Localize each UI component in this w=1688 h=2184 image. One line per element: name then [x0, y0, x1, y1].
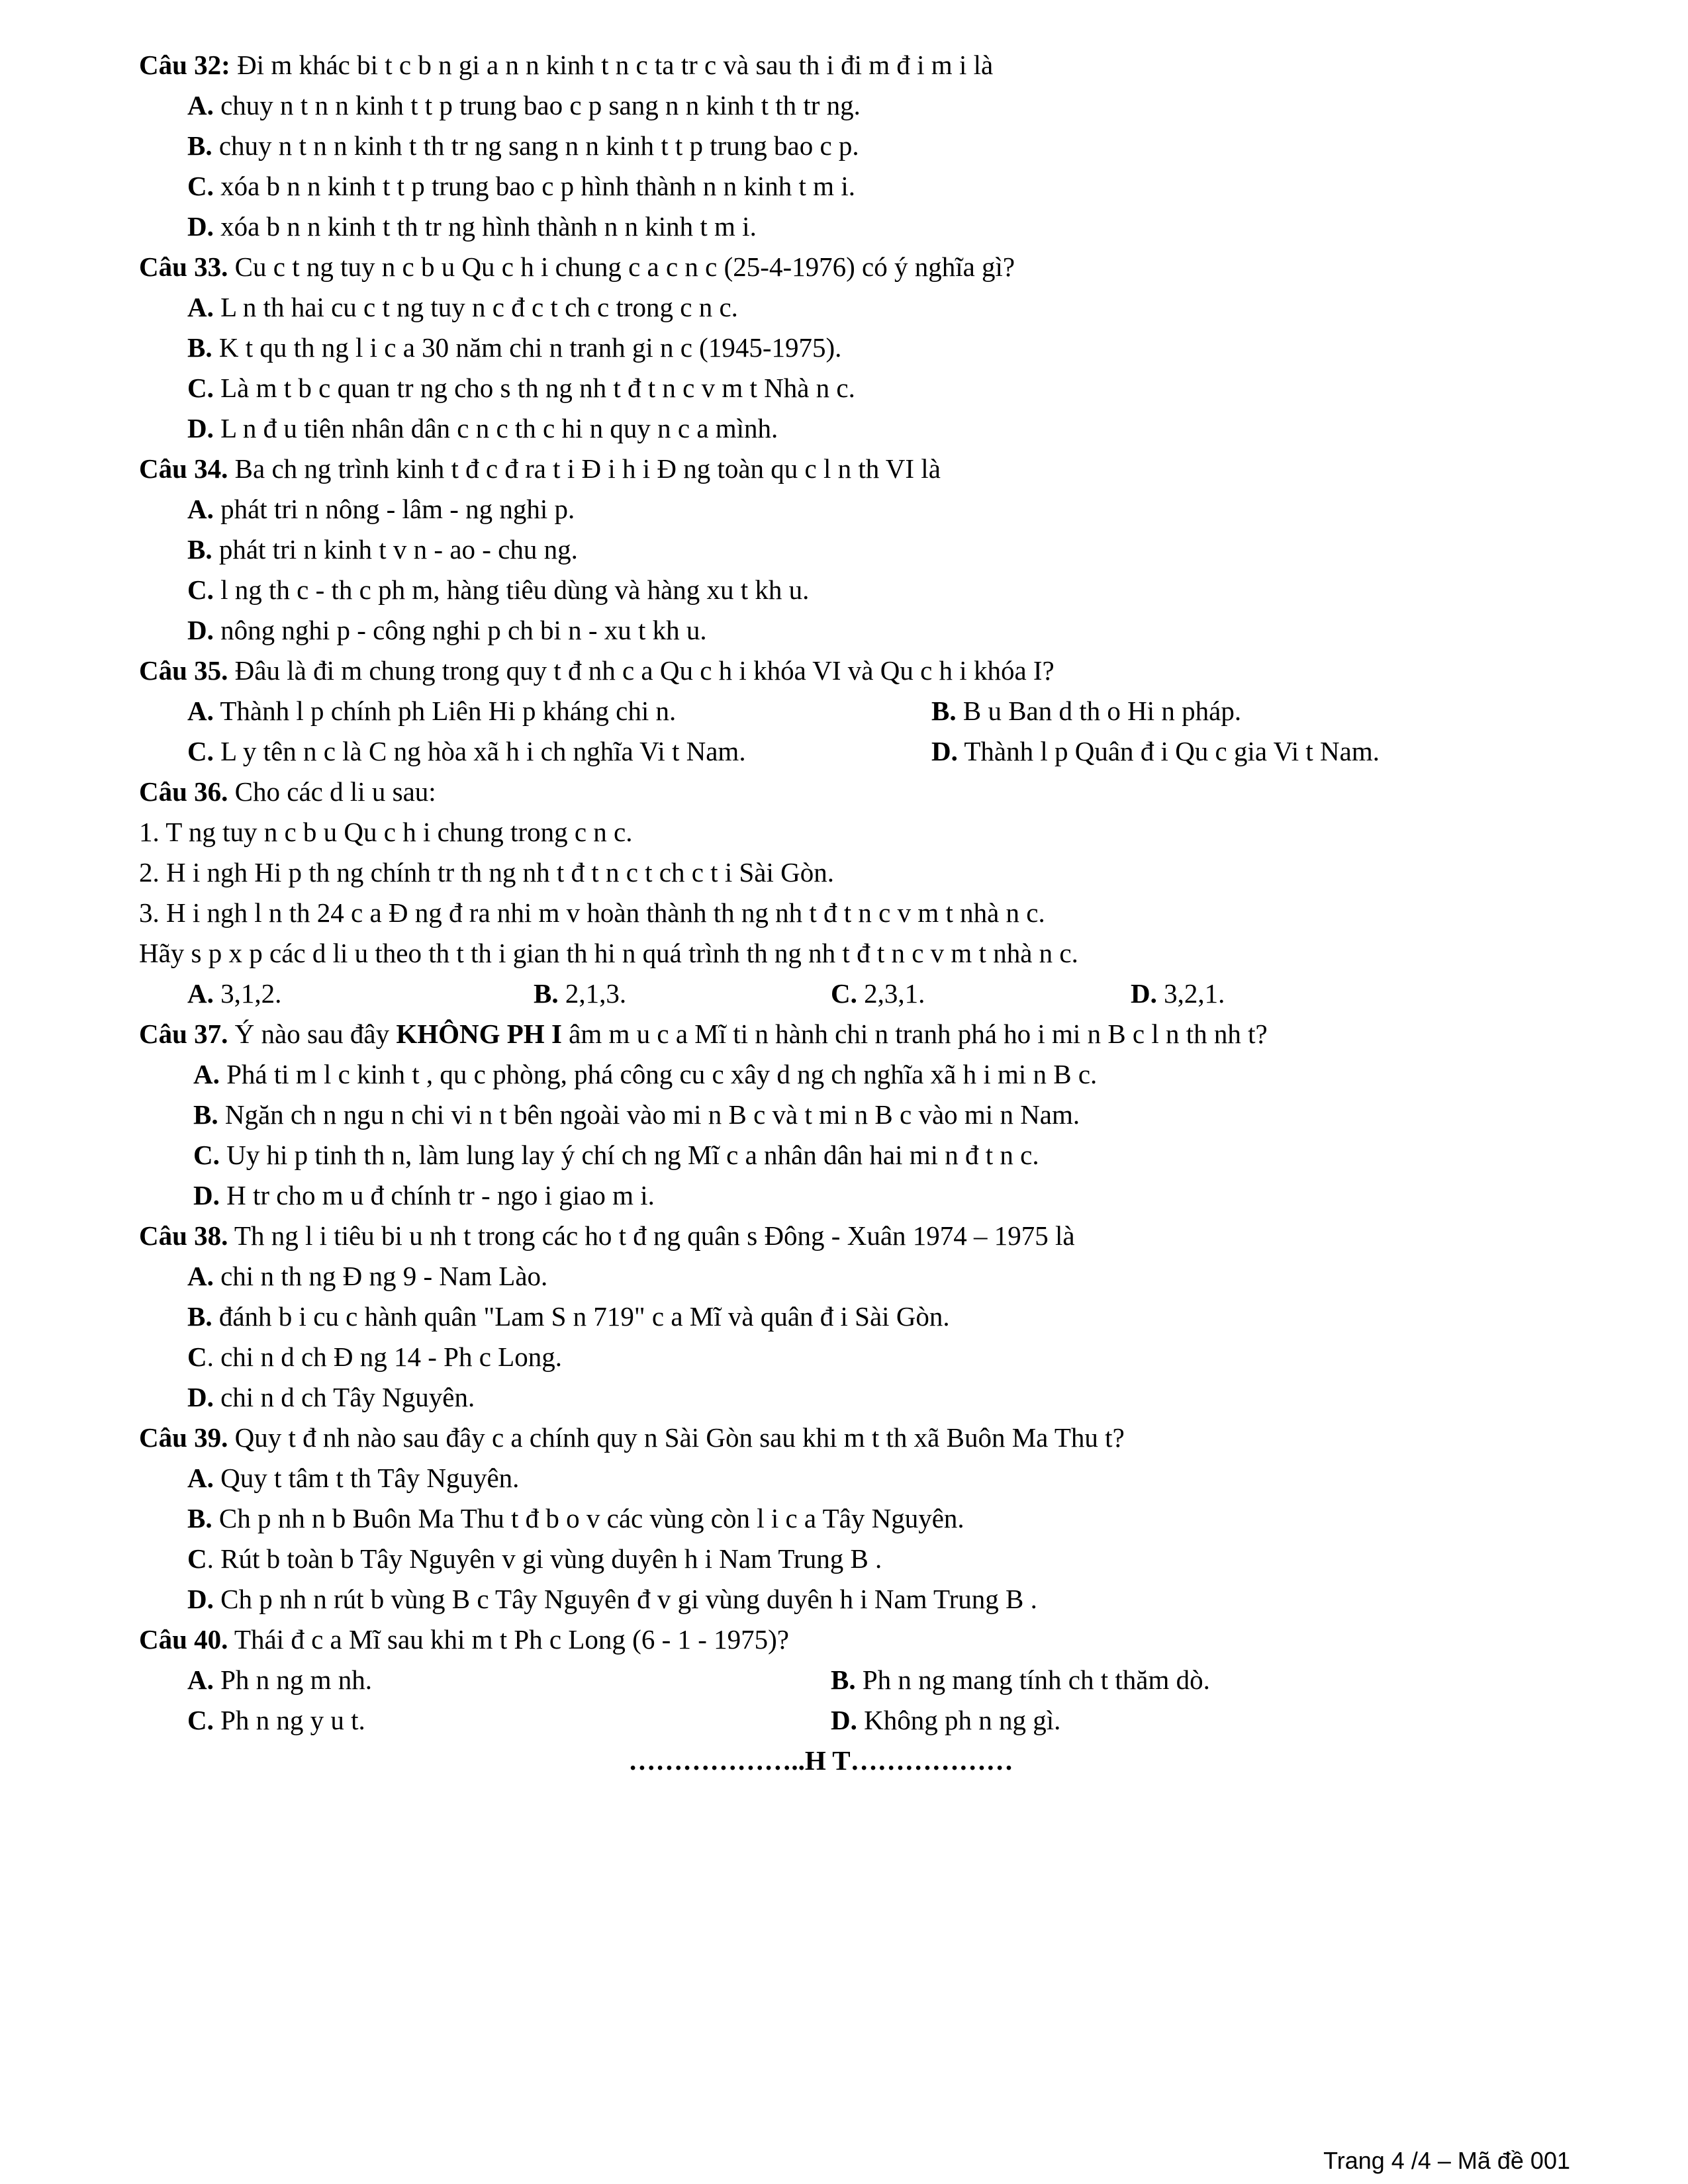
option-label: D.: [187, 211, 214, 242]
option-text: nông nghi p - công nghi p ch bi n - xu t kh u.: [213, 615, 707, 645]
option-label: C.: [187, 574, 214, 605]
option-33-a: [139, 287, 1556, 328]
option-34-c: [139, 570, 1556, 610]
option-label: A.: [187, 494, 214, 524]
option-label: A.: [187, 292, 214, 322]
option-row-35-ab: [139, 691, 1556, 731]
option-text: B u Ban d th o Hi n pháp.: [956, 696, 1242, 726]
data-item-2: 2. H i ngh Hi p th ng chính tr th ng nh t đ t n c t ch c t i Sài Gòn.: [139, 857, 834, 887]
option-39-b: [139, 1498, 1556, 1539]
option-38-b: [139, 1297, 1556, 1337]
question-32: [139, 45, 1556, 85]
question-label: Câu 39.: [139, 1422, 228, 1453]
option-text: Quy t tâm t th Tây Nguyên.: [213, 1463, 520, 1493]
question-37: [139, 1014, 1556, 1054]
question-38: [139, 1216, 1556, 1256]
option-text: Phá ti m l c kinh t , qu c phòng, phá công cu c xây d ng ch nghĩa xã h i mi n B c.: [219, 1059, 1098, 1089]
option-40-c: [187, 1700, 365, 1741]
option-label: A.: [187, 1664, 214, 1695]
question-stem: Cu c t ng tuy n c b u Qu c h i chung c a c n c (25-4-1976) có ý nghĩa gì?: [228, 251, 1015, 282]
option-text: L n th hai cu c t ng tuy n c đ c t ch c trong c n c.: [213, 292, 738, 322]
question-40: [139, 1619, 1556, 1660]
option-text: Không ph n ng gì.: [857, 1705, 1061, 1735]
option-label: C.: [831, 978, 857, 1009]
option-40-a: [187, 1660, 372, 1700]
option-text: đánh b i cu c hành quân "Lam S n 719" c a Mĩ và quân đ i Sài Gòn.: [212, 1301, 950, 1332]
option-32-d: [139, 206, 1556, 247]
question-35: [139, 651, 1556, 691]
option-label: C: [187, 1543, 207, 1574]
option-33-d: [139, 408, 1556, 449]
page-footer: Trang 4 /4 – Mã đề 001: [1323, 2147, 1570, 2174]
option-37-a: [139, 1054, 1556, 1095]
option-39-c: [139, 1539, 1556, 1579]
option-32-c: [139, 166, 1556, 206]
option-text: K t qu th ng l i c a 30 năm chi n tranh gi n c (1945-1975).: [212, 332, 842, 363]
option-label: D.: [187, 413, 214, 443]
question-34: [139, 449, 1556, 489]
option-text: phát tri n nông - lâm - ng nghi p.: [213, 494, 575, 524]
option-38-a: [139, 1256, 1556, 1297]
option-35-d: [931, 731, 1380, 772]
option-33-b: [139, 328, 1556, 368]
option-label: D.: [1131, 978, 1157, 1009]
option-label: D.: [931, 736, 958, 766]
option-label: B.: [187, 534, 212, 565]
option-text: chi n d ch Tây Nguyên.: [213, 1382, 475, 1412]
option-label: C.: [187, 736, 214, 766]
option-label: B.: [831, 1664, 856, 1695]
option-text: 3,1,2.: [213, 978, 282, 1009]
option-text: xóa b n n kinh t th tr ng hình thành n n kinh t m i.: [213, 211, 757, 242]
question-label: Câu 36.: [139, 776, 228, 807]
option-label: C: [187, 1342, 207, 1372]
option-35-a: [187, 691, 676, 731]
option-36-c: [831, 974, 925, 1014]
option-text: 2,3,1.: [857, 978, 925, 1009]
question-stem-emphasis: KHÔNG PH I: [396, 1019, 562, 1049]
option-label: A.: [187, 1463, 214, 1493]
question-stem-before: Ý nào sau đây: [228, 1019, 397, 1049]
option-label: B.: [193, 1099, 218, 1130]
option-text: chuy n t n n kinh t th tr ng sang n n kinh t t p trung bao c p.: [212, 130, 859, 161]
question-label: Câu 33.: [139, 251, 228, 282]
option-text: Uy hi p tinh th n, làm lung lay ý chí ch ng Mĩ c a nhân dân hai mi n đ t n c.: [219, 1140, 1039, 1170]
question-stem: Quy t đ nh nào sau đây c a chính quy n Sài Gòn sau khi m t th xã Buôn Ma Thu t?: [228, 1422, 1125, 1453]
option-label: C.: [187, 1705, 214, 1735]
option-label: B.: [187, 130, 212, 161]
option-text: Ngăn ch n ngu n chi vi n t bên ngoài vào mi n B c và t mi n B c vào mi n Nam.: [218, 1099, 1080, 1130]
end-marker: ………………..H T………………: [628, 1745, 1013, 1776]
question-stem: Th ng l i tiêu bi u nh t trong các ho t đ ng quân s Đông - Xuân 1974 – 1975 là: [228, 1220, 1075, 1251]
option-label: B.: [931, 696, 957, 726]
option-38-d: [139, 1377, 1556, 1418]
question-36: [139, 772, 1556, 812]
option-text: phát tri n kinh t v n - ao - chu ng.: [212, 534, 578, 565]
option-34-d: [139, 610, 1556, 651]
option-text: . Rút b toàn b Tây Nguyên v gi vùng duyên h i Nam Trung B .: [207, 1543, 882, 1574]
option-text: chuy n t n n kinh t t p trung bao c p sang n n kinh t th tr ng.: [213, 90, 861, 120]
option-text: chi n th ng Đ ng 9 - Nam Lào.: [213, 1261, 548, 1291]
option-35-b: [931, 691, 1241, 731]
option-36-d: [1131, 974, 1225, 1014]
question-label: Câu 32:: [139, 50, 230, 80]
question-label: Câu 40.: [139, 1624, 228, 1655]
option-39-d: [139, 1579, 1556, 1619]
question-label: Câu 35.: [139, 655, 228, 686]
data-item-1: 1. T ng tuy n c b u Qu c h i chung trong c n c.: [139, 817, 633, 847]
option-label: D.: [831, 1705, 857, 1735]
option-row-36: [139, 974, 1556, 1014]
option-33-c: [139, 368, 1556, 408]
option-text: H tr cho m u đ chính tr - ngo i giao m i.: [219, 1180, 655, 1210]
option-text: Ch p nh n b Buôn Ma Thu t đ b o v các vùng còn l i c a Tây Nguyên.: [212, 1503, 964, 1533]
option-text: Ch p nh n rút b vùng B c Tây Nguyên đ v gi vùng duyên h i Nam Trung B .: [213, 1584, 1037, 1614]
option-text: Thành l p chính ph Liên Hi p kháng chi n.: [213, 696, 677, 726]
option-label: C.: [193, 1140, 220, 1170]
option-37-b: [139, 1095, 1556, 1135]
option-37-d: [139, 1175, 1556, 1216]
question-39: [139, 1418, 1556, 1458]
option-text: . chi n d ch Đ ng 14 - Ph c Long.: [207, 1342, 562, 1372]
question-stem: Ba ch ng trình kinh t đ c đ ra t i Đ i h i Đ ng toàn qu c l n th VI là: [228, 453, 941, 484]
question-label: Câu 34.: [139, 453, 228, 484]
option-text: xóa b n n kinh t t p trung bao c p hình thành n n kinh t m i.: [213, 171, 855, 201]
data-item-3: 3. H i ngh l n th 24 c a Đ ng đ ra nhi m v hoàn thành th ng nh t đ t n c v m t nhà n c.: [139, 897, 1045, 928]
option-label: A.: [193, 1059, 220, 1089]
option-label: D.: [193, 1180, 220, 1210]
question-stem: Thái đ c a Mĩ sau khi m t Ph c Long (6 - 1 - 1975)?: [228, 1624, 789, 1655]
option-34-b: [139, 529, 1556, 570]
option-40-d: [831, 1700, 1060, 1741]
option-label: A.: [187, 696, 214, 726]
option-35-c: [187, 731, 746, 772]
option-label: B.: [187, 1301, 212, 1332]
option-label: D.: [187, 1584, 214, 1614]
option-label: A.: [187, 1261, 214, 1291]
option-34-a: [139, 489, 1556, 529]
option-text: l ng th c - th c ph m, hàng tiêu dùng và hàng xu t kh u.: [213, 574, 810, 605]
option-label: B.: [534, 978, 559, 1009]
option-label: D.: [187, 1382, 214, 1412]
option-32-a: [139, 85, 1556, 126]
option-label: D.: [187, 615, 214, 645]
question-stem-after: âm m u c a Mĩ ti n hành chi n tranh phá ho i mi n B c l n th nh t?: [561, 1019, 1268, 1049]
option-36-b: [534, 974, 626, 1014]
option-text: Ph n ng m nh.: [213, 1664, 373, 1695]
option-32-b: [139, 126, 1556, 166]
option-39-a: [139, 1458, 1556, 1498]
option-text: 2,1,3.: [558, 978, 627, 1009]
option-row-35-cd: [139, 731, 1556, 772]
option-label: B.: [187, 1503, 212, 1533]
option-text: Là m t b c quan tr ng cho s th ng nh t đ t n c v m t Nhà n c.: [213, 373, 855, 403]
option-label: C.: [187, 171, 214, 201]
option-38-c: [139, 1337, 1556, 1377]
option-36-a: [187, 974, 281, 1014]
question-stem: Đâu là đi m chung trong quy t đ nh c a Qu c h i khóa VI và Qu c h i khóa I?: [228, 655, 1055, 686]
question-prompt: Hãy s p x p các d li u theo th t th i gian th hi n quá trình th ng nh t đ t n c v m t nhà n c.: [139, 938, 1078, 968]
option-label: A.: [187, 90, 214, 120]
option-text: 3,2,1.: [1156, 978, 1225, 1009]
question-label: Câu 37.: [139, 1019, 228, 1049]
question-list: [139, 45, 1556, 1781]
option-text: L y tên n c là C ng hòa xã h i ch nghĩa Vi t Nam.: [213, 736, 746, 766]
option-label: B.: [187, 332, 212, 363]
question-33: [139, 247, 1556, 287]
option-37-c: [139, 1135, 1556, 1175]
option-label: A.: [187, 978, 214, 1009]
question-label: Câu 38.: [139, 1220, 228, 1251]
option-text: Ph n ng y u t.: [213, 1705, 365, 1735]
option-text: L n đ u tiên nhân dân c n c th c hi n quy n c a mình.: [213, 413, 778, 443]
question-stem: Đi m khác bi t c b n gi a n n kinh t n c ta tr c và sau th i đi m đ i m i là: [230, 50, 994, 80]
question-stem: Cho các d li u sau:: [228, 776, 436, 807]
option-label: C.: [187, 373, 214, 403]
option-text: Thành l p Quân đ i Qu c gia Vi t Nam.: [957, 736, 1380, 766]
option-40-b: [831, 1660, 1210, 1700]
option-row-40-ab: [139, 1660, 1556, 1700]
option-row-40-cd: [139, 1700, 1556, 1741]
option-text: Ph n ng mang tính ch t thăm dò.: [855, 1664, 1210, 1695]
